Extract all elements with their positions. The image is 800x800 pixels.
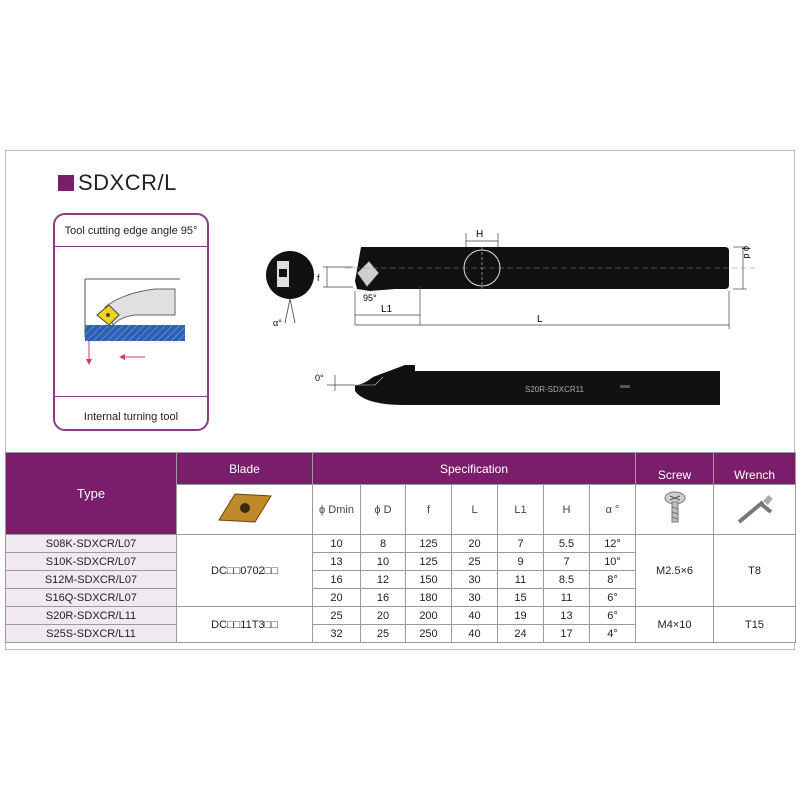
header-screw: Screw bbox=[636, 453, 714, 485]
cell-L: 20 bbox=[452, 535, 498, 553]
end-view bbox=[266, 251, 314, 328]
cell-f: 125 bbox=[406, 553, 452, 571]
cell-d: 25 bbox=[361, 625, 406, 643]
cell-H: 5.5 bbox=[544, 535, 590, 553]
row-type: S08K-SDXCR/L07 bbox=[6, 535, 177, 553]
row-type: S20R-SDXCR/L11 bbox=[6, 607, 177, 625]
cell-dmin: 25 bbox=[313, 607, 361, 625]
wrench-group-2: T15 bbox=[714, 607, 796, 643]
cell-alpha: 6° bbox=[590, 607, 636, 625]
cell-L: 30 bbox=[452, 589, 498, 607]
cell-L1: 15 bbox=[498, 589, 544, 607]
cell-dmin: 32 bbox=[313, 625, 361, 643]
blade-group-2: DC□□11T3□□ bbox=[177, 607, 313, 643]
cutting-box-footer: Internal turning tool bbox=[83, 411, 179, 423]
blade-image-cell bbox=[177, 485, 313, 535]
footer-divider bbox=[55, 396, 207, 397]
wrench-group-1: T8 bbox=[714, 535, 796, 607]
cell-L1: 9 bbox=[498, 553, 544, 571]
cell-f: 180 bbox=[406, 589, 452, 607]
zero-angle-label: 0° bbox=[315, 373, 324, 383]
cell-f: 150 bbox=[406, 571, 452, 589]
screw-icon bbox=[660, 488, 690, 528]
page-title: SDXCR/L bbox=[78, 170, 177, 195]
H-label: H bbox=[476, 229, 484, 240]
internal-turning-figure bbox=[75, 267, 195, 377]
angle-95-label: 95° bbox=[363, 293, 377, 303]
tool-side-view bbox=[315, 365, 720, 405]
cell-dmin: 10 bbox=[313, 535, 361, 553]
wrench-image-cell bbox=[714, 485, 796, 535]
title-square-icon bbox=[58, 175, 74, 191]
header-wrench: Wrench bbox=[714, 453, 796, 485]
cell-d: 8 bbox=[361, 535, 406, 553]
row-type: S16Q-SDXCR/L07 bbox=[6, 589, 177, 607]
cell-H: 13 bbox=[544, 607, 590, 625]
screw-group-1: M2.5×6 bbox=[636, 535, 714, 607]
cell-H: 11 bbox=[544, 589, 590, 607]
tool-drawing bbox=[255, 225, 765, 415]
cell-dmin: 13 bbox=[313, 553, 361, 571]
cell-L1: 19 bbox=[498, 607, 544, 625]
cell-L: 30 bbox=[452, 571, 498, 589]
cell-H: 17 bbox=[544, 625, 590, 643]
table-row bbox=[6, 607, 796, 625]
col-L: L bbox=[452, 485, 498, 535]
spec-table bbox=[5, 452, 796, 643]
cell-dmin: 16 bbox=[313, 571, 361, 589]
caption-divider bbox=[55, 246, 207, 247]
cell-f: 125 bbox=[406, 535, 452, 553]
cell-d: 10 bbox=[361, 553, 406, 571]
alpha-label: α° bbox=[273, 318, 282, 328]
cell-alpha: 8° bbox=[590, 571, 636, 589]
title-block bbox=[58, 170, 177, 196]
L1-label: L1 bbox=[381, 304, 393, 315]
f-label: f bbox=[317, 273, 320, 283]
col-alpha: α ° bbox=[590, 485, 636, 535]
table-row bbox=[6, 535, 796, 553]
wrench-icon bbox=[733, 488, 777, 528]
header-blade: Blade bbox=[177, 453, 313, 485]
cell-L1: 24 bbox=[498, 625, 544, 643]
cell-alpha: 4° bbox=[590, 625, 636, 643]
tool-top-view bbox=[317, 229, 755, 329]
header-type: Type bbox=[6, 453, 177, 535]
cell-alpha: 10° bbox=[590, 553, 636, 571]
row-type: S12M-SDXCR/L07 bbox=[6, 571, 177, 589]
cell-L: 25 bbox=[452, 553, 498, 571]
row-type: S10K-SDXCR/L07 bbox=[6, 553, 177, 571]
cell-L1: 7 bbox=[498, 535, 544, 553]
header-specification: Specification bbox=[313, 453, 636, 485]
cell-L1: 11 bbox=[498, 571, 544, 589]
shank-marking: S20R-SDXCR11 bbox=[525, 385, 584, 394]
col-f: f bbox=[406, 485, 452, 535]
cell-H: 7 bbox=[544, 553, 590, 571]
cell-dmin: 20 bbox=[313, 589, 361, 607]
cell-d: 12 bbox=[361, 571, 406, 589]
phi-d-label: ϕ d bbox=[742, 246, 752, 259]
col-d: ϕ D bbox=[361, 485, 406, 535]
col-L1: L1 bbox=[498, 485, 544, 535]
screw-group-2: M4×10 bbox=[636, 607, 714, 643]
cell-H: 8.5 bbox=[544, 571, 590, 589]
cell-f: 200 bbox=[406, 607, 452, 625]
col-dmin: ϕ Dmin bbox=[313, 485, 361, 535]
cell-alpha: 6° bbox=[590, 589, 636, 607]
screw-image-cell bbox=[636, 485, 714, 535]
cell-f: 250 bbox=[406, 625, 452, 643]
cell-L: 40 bbox=[452, 607, 498, 625]
cell-L: 40 bbox=[452, 625, 498, 643]
cell-d: 16 bbox=[361, 589, 406, 607]
row-type: S25S-SDXCR/L11 bbox=[6, 625, 177, 643]
cutting-angle-box bbox=[53, 213, 209, 431]
col-H: H bbox=[544, 485, 590, 535]
L-label: L bbox=[537, 314, 543, 325]
blade-group-1: DC□□0702□□ bbox=[177, 535, 313, 607]
insert-icon bbox=[213, 488, 277, 528]
cell-alpha: 12° bbox=[590, 535, 636, 553]
cell-d: 20 bbox=[361, 607, 406, 625]
cutting-angle-caption: Tool cutting edge angle 95° bbox=[64, 225, 198, 237]
